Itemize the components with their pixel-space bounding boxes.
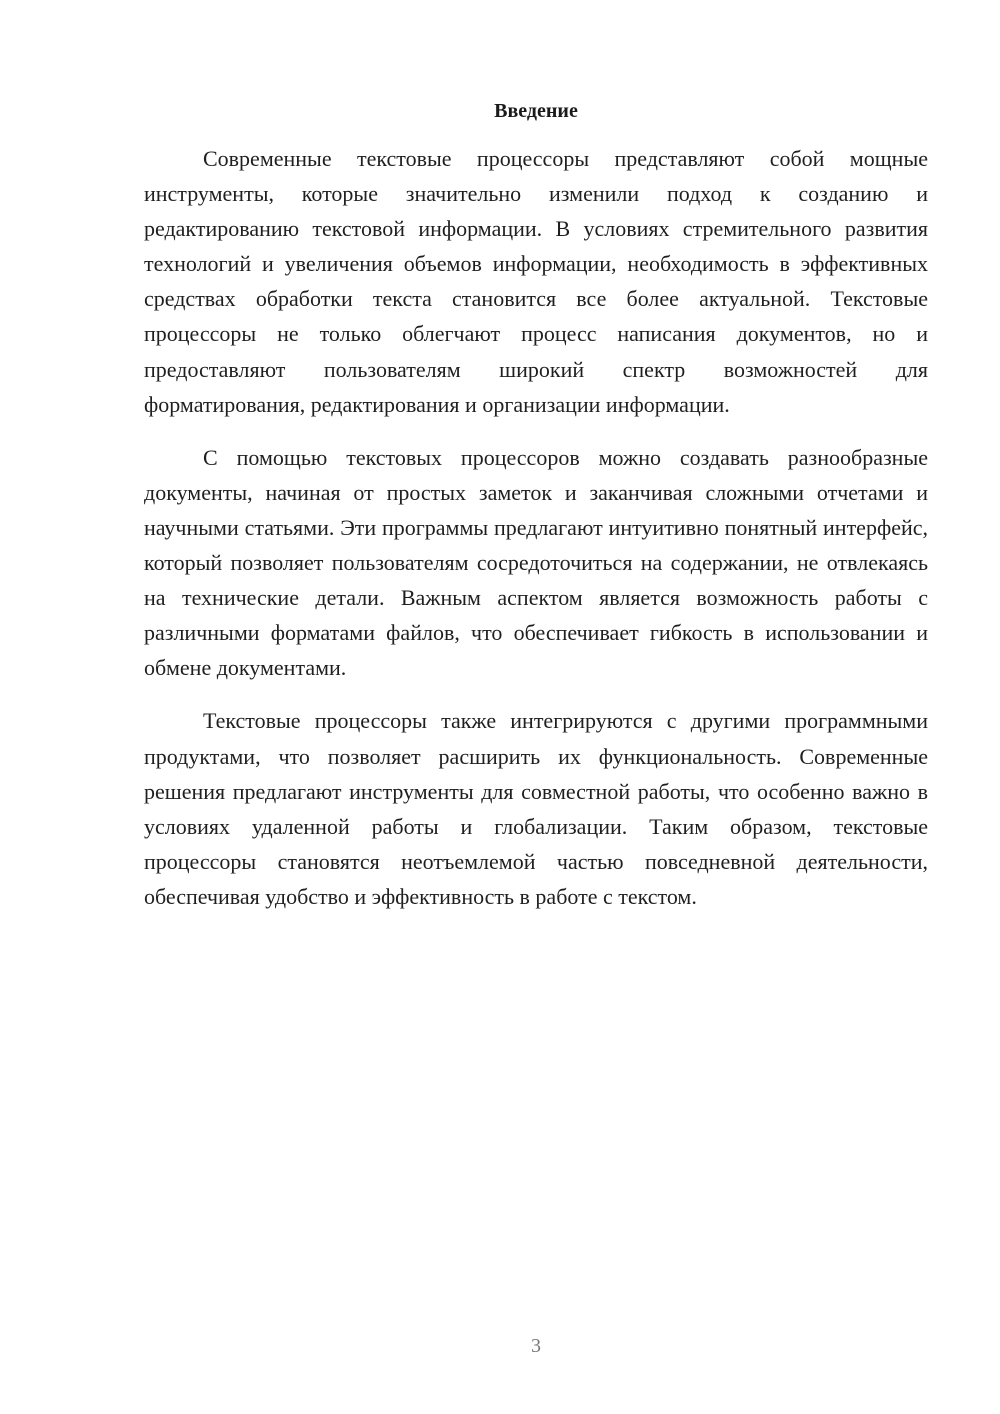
paragraph-1: Современные текстовые процессоры представляют собой мощные инструменты, которые значительно изменили подход к созданию и редактированию текстовой информации. В условиях стремительного развития технологий и увеличения объемов информации, необходимость в эффективных средствах обработки текста становится все более актуальной. Текстовые процессоры не только облегчают процесс написания документов, но и предоставляют пользователям широкий спектр возможностей для форматирования, редактирования и организации информации. [144,146,928,417]
section-title: Введение [494,100,578,122]
paragraph-2: С помощью текстовых процессоров можно создавать разнообразные документы, начиная от простых заметок и заканчивая сложными отчетами и научными статьями. Эти программы предлагают интуитивно понятный интерфейс, который позволяет пользователям сосредоточиться на содержании, не отвлекаясь на технические детали. Важным аспектом является возможность работы с различными форматами файлов, что обеспечивает гибкость в использовании и обмене документами. [144,444,928,681]
paragraph-3: Текстовые процессоры также интегрируются с другими программными продуктами, что позволяет расширить их функциональность. Современные решения предлагают инструменты для совместной работы, что особенно важно в условиях удаленной работы и глобализации. Таким образом, текстовые процессоры становятся неотъемлемой частью повседневной деятельности, обеспечивая удобство и эффективность в работе с текстом. [144,708,928,909]
document-body [144,141,928,932]
page-number: 3 [531,1335,541,1357]
